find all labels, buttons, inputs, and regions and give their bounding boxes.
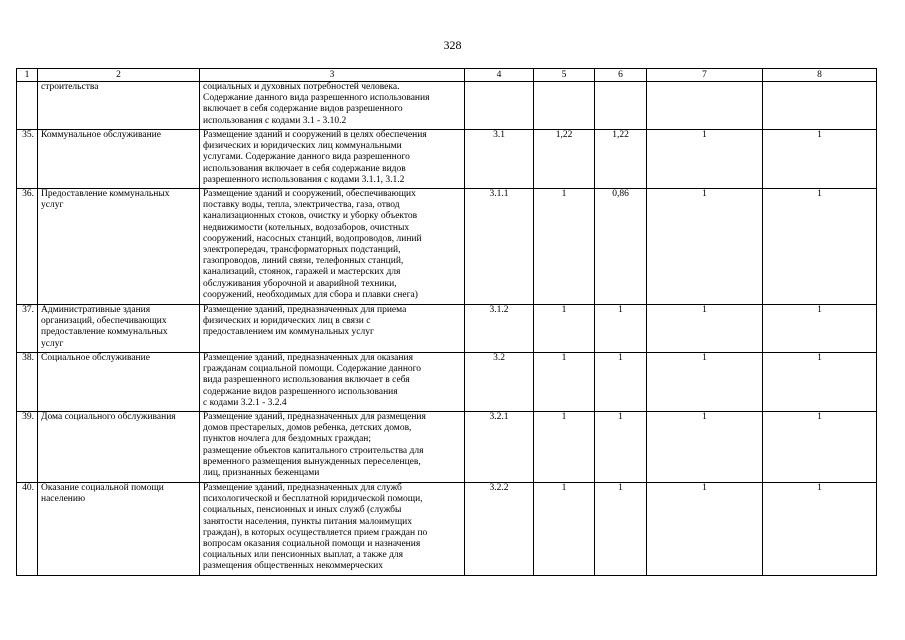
table-row	[17, 305, 877, 353]
use-description: Размещение зданий, предназначенных для приема физических и юридических лиц в связи с предоставлением им коммунальных услуг	[200, 305, 465, 353]
coefficient-6	[595, 82, 647, 130]
row-number: 40.	[17, 483, 38, 576]
coefficient-7: 1	[647, 483, 763, 576]
use-code: 3.2.1	[465, 412, 534, 483]
row-number: 39.	[17, 412, 38, 483]
coefficient-8: 1	[763, 483, 877, 576]
row-number: 35.	[17, 130, 38, 189]
use-name: Дома социального обслуживания	[38, 412, 200, 483]
coefficient-5	[534, 82, 595, 130]
use-name: Административные здания организаций, обеспечивающих предоставление коммунальных услуг	[38, 305, 200, 353]
coefficient-5: 1	[534, 189, 595, 305]
use-description: Размещение зданий и сооружений, обеспечивающих поставку воды, тепла, электричества, газа, отвод канализационных стоков, очистку и уборку объектов недвижимости (котельных, водозаборов, очистных сооружений, насосных станций, водопроводов, линий электропередач, трансформаторных подстанций, газопроводов, линий связи, телефонных станций, канализаций, стоянок, гаражей и мастерских для обслуживания уборочной и аварийной техники, сооружений, необходимых для сбора и плавки снега)	[200, 189, 465, 305]
coefficient-6: 1	[595, 412, 647, 483]
coefficient-6: 1	[595, 353, 647, 412]
coefficient-5: 1	[534, 353, 595, 412]
use-name: Социальное обслуживание	[38, 353, 200, 412]
header-row	[17, 69, 877, 82]
column-header: 5	[534, 69, 595, 82]
use-name: Оказание социальной помощи населению	[38, 483, 200, 576]
table-row	[17, 412, 877, 483]
table-row	[17, 353, 877, 412]
column-header: 8	[763, 69, 877, 82]
use-name: Предоставление коммунальных услуг	[38, 189, 200, 305]
use-description: Размещение зданий, предназначенных для размещения домов престарелых, домов ребенка, детских домов, пунктов ночлега для бездомных граждан; размещение объектов капитального строительства для временного размещения вынужденных переселенцев, лиц, признанных беженцами	[200, 412, 465, 483]
coefficient-8: 1	[763, 130, 877, 189]
coefficient-8: 1	[763, 353, 877, 412]
coefficient-6: 1	[595, 305, 647, 353]
row-number: 36.	[17, 189, 38, 305]
coefficient-8: 1	[763, 305, 877, 353]
row-number	[17, 82, 38, 130]
use-code: 3.2	[465, 353, 534, 412]
column-header: 2	[38, 69, 200, 82]
column-header: 4	[465, 69, 534, 82]
coefficient-7: 1	[647, 189, 763, 305]
coefficient-6: 1	[595, 483, 647, 576]
use-description: Размещение зданий, предназначенных для служб психологической и бесплатной юридической помощи, социальных, пенсионных и иных служб (службы занятости населения, пункты питания малоимущих граждан), в которых осуществляется прием граждан по вопросам оказания социальной помощи и назначения социальных или пенсионных выплат, а также для размещения общественных некоммерческих	[200, 483, 465, 576]
table-row	[17, 130, 877, 189]
use-code: 3.1.2	[465, 305, 534, 353]
use-code	[465, 82, 534, 130]
use-name: Коммунальное обслуживание	[38, 130, 200, 189]
use-code: 3.2.2	[465, 483, 534, 576]
use-name: строительства	[38, 82, 200, 130]
use-description: Размещение зданий и сооружений в целях обеспечения физических и юридических лиц коммунальными услугами. Содержание данного вида разрешенного использования включает в себя содержание видов разрешенного использования с кодами 3.1.1, 3.1.2	[200, 130, 465, 189]
coefficient-8: 1	[763, 189, 877, 305]
use-code: 3.1.1	[465, 189, 534, 305]
coefficient-8: 1	[763, 412, 877, 483]
use-code: 3.1	[465, 130, 534, 189]
coefficient-7: 1	[647, 412, 763, 483]
row-number: 38.	[17, 353, 38, 412]
coefficient-8	[763, 82, 877, 130]
table-row	[17, 189, 877, 305]
page-number: 328	[443, 38, 462, 52]
coefficient-5: 1	[534, 483, 595, 576]
coefficient-7	[647, 82, 763, 130]
use-description: Размещение зданий, предназначенных для оказания гражданам социальной помощи. Содержание данного вида разрешенного использования включает в себя содержание видов разрешенного использования с кодами 3.2.1 - 3.2.4	[200, 353, 465, 412]
column-header: 6	[595, 69, 647, 82]
table-row	[17, 82, 877, 130]
coefficient-5: 1,22	[534, 130, 595, 189]
coefficient-7: 1	[647, 353, 763, 412]
coefficient-7: 1	[647, 130, 763, 189]
column-header: 1	[17, 69, 38, 82]
use-description: социальных и духовных потребностей человека. Содержание данного вида разрешенного использования включает в себя содержание видов разрешенного использования с кодами 3.1 - 3.10.2	[200, 82, 465, 130]
coefficient-6: 0,86	[595, 189, 647, 305]
coefficient-6: 1,22	[595, 130, 647, 189]
coefficient-7: 1	[647, 305, 763, 353]
column-header: 3	[200, 69, 465, 82]
row-number: 37.	[17, 305, 38, 353]
coefficient-5: 1	[534, 305, 595, 353]
column-header: 7	[647, 69, 763, 82]
land-use-table	[16, 68, 877, 576]
coefficient-5: 1	[534, 412, 595, 483]
table-row	[17, 483, 877, 576]
